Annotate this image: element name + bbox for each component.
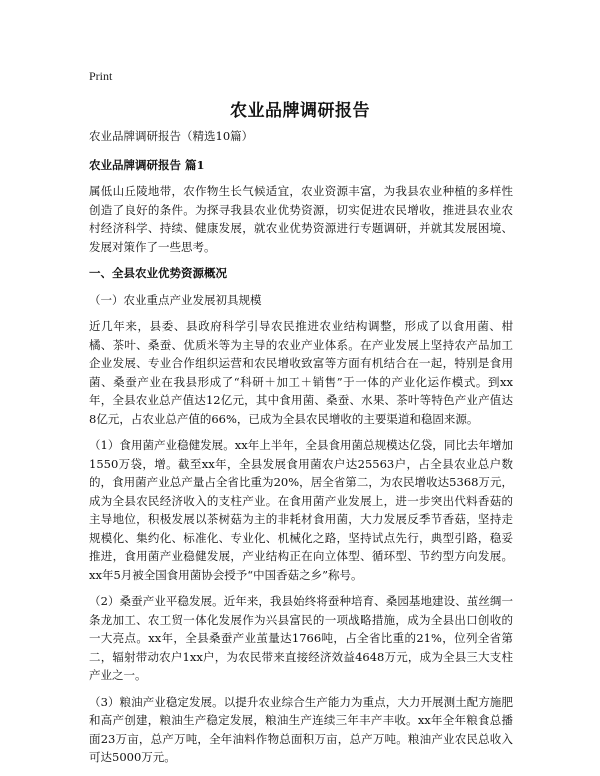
section-heading: 一、全县农业优势资源概况: [89, 266, 227, 280]
subsection-heading: （一）农业重点产业发展初具规模: [89, 292, 262, 307]
document-title: 农业品牌调研报告: [230, 101, 370, 121]
article-heading: 农业品牌调研报告 篇1: [89, 157, 205, 172]
mushroom-paragraph: （1）食用菌产业稳健发展。xx年上半年，全县食用菌总规模达亿袋，同比去年增加1550万袋，增。截至xx年，全县发展食用菌农户达25563户，占全县农业总户数的，食用菌产业总产量占全省比重为20%，居全省第二，为农民增收达5368万元，成为全县农民经济收入的支柱产业。在食用菌产业发展上，进一步突出代料香菇的主导地位，积极发展以茶树菇为主的非耗材食用菌，大力发展反季节香菇，坚持走规模化、集约化、标准化、专业化、机械化之路，坚持试点先行，典型引路，稳妥推进，食用菌产业稳健发展，产业结构正在向立体型、循环型、节约型方向发展。xx年5月被全国食用菌协会授予“中国香菇之乡”称号。: [89, 438, 513, 582]
print-link[interactable]: Print: [89, 69, 113, 83]
intro-paragraph: 属低山丘陵地带，农作物生长气候适宜，农业资源丰富，为我县农业种植的多样性创造了良好的条件。为探寻我县农业优势资源，切实促进农民增收，推进县农业农村经济科学、持续、健康发展，就农业优势资源进行专题调研，并就其发展困境、发展对策作了一些思考。: [89, 184, 513, 254]
document-subtitle: 农业品牌调研报告（精选10篇）: [89, 129, 254, 143]
document-body: [89, 127, 513, 775]
grain-paragraph: （3）粮油产业稳定发展。以提升农业综合生产能力为重点，大力开展测土配方施肥和高产创建，粮油生产稳定发展，粮油生产连续三年丰产丰收。xx年全年粮食总播面23万亩，总产万吨，全年油料作物总面积万亩，总产万吨。粮油产业农民总收入可达5000万元。: [89, 694, 513, 764]
overview-paragraph: 近几年来，县委、县政府科学引导农民推进农业结构调整，形成了以食用菌、柑橘、茶叶、桑蚕、优质米等为主导的农业产业体系。在产业发展上坚持农产品加工企业发展、专业合作组织运营和农民增收致富等方面有机结合在一起，特别是食用菌、桑蚕产业在我县形成了“科研＋加工＋销售”于一体的产业化运作模式。到xx年，全县农业总产值达12亿元，其中食用菌、桑蚕、水果、茶叶等特色产业产值达8亿元，占农业总产值的66%，已成为全县农民增收的主要渠道和稳固来源。: [89, 319, 513, 426]
silkworm-paragraph: （2）桑蚕产业平稳发展。近年来，我县始终将蚕种培育、桑园基地建设、茧丝绸一条龙加工、农工贸一体化发展作为兴县富民的一项战略措施，成为全县出口创收的一大亮点。xx年，全县桑蚕产业茧量达1766吨，占全省比重的21%，位列全省第二，辐射带动农户1xx户，为农民带来直接经济效益4648万元，成为全县三大支柱产业之一。: [89, 594, 513, 682]
